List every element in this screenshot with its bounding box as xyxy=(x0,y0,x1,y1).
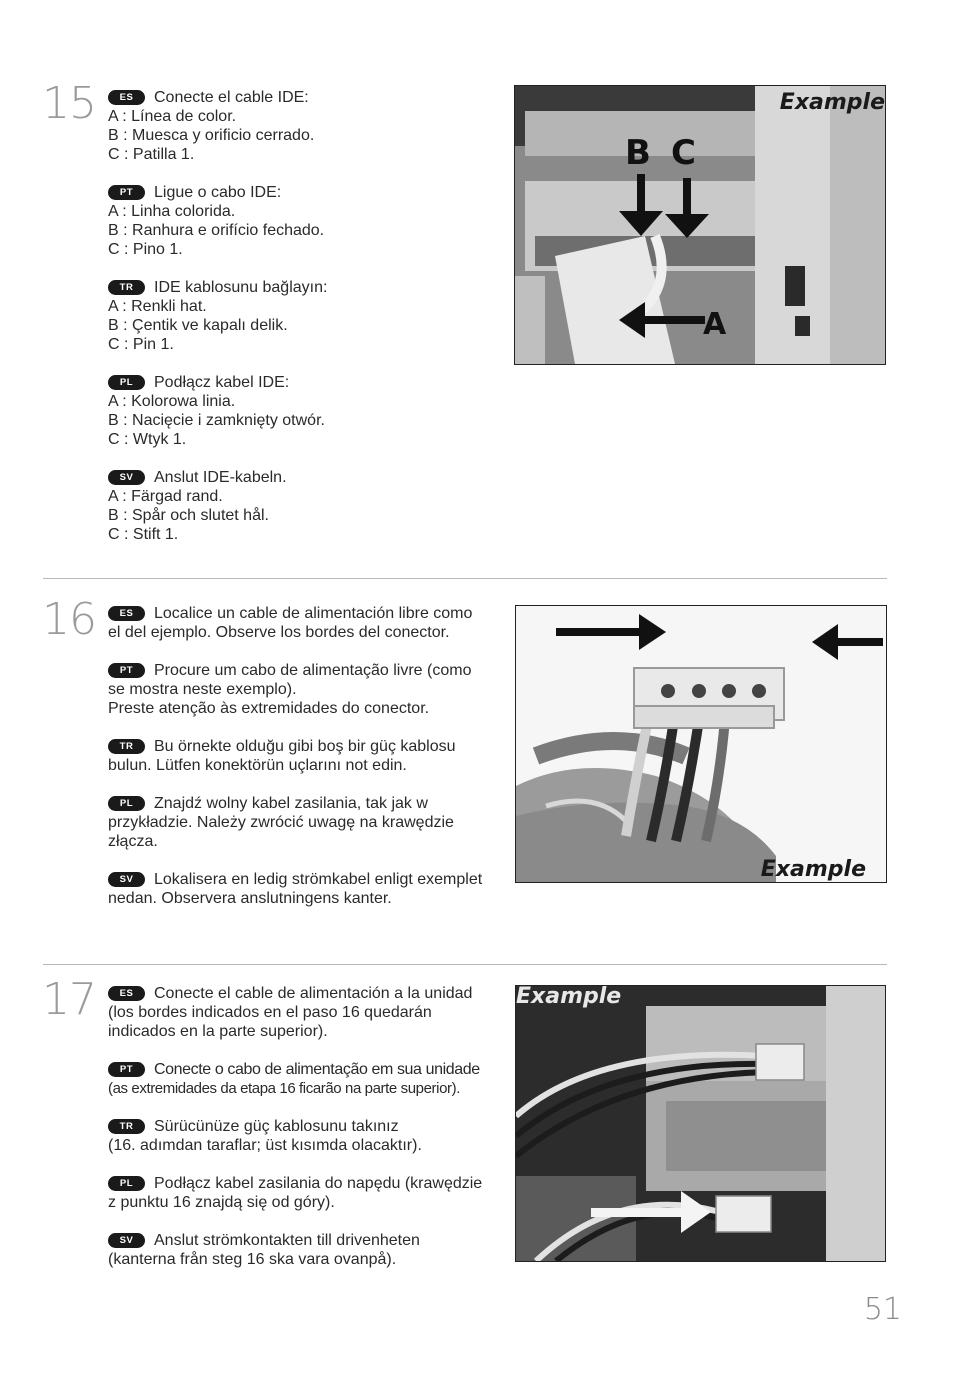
instruction-line: A : Färgad rand. xyxy=(108,488,223,505)
instruction-line: A : Linha colorida. xyxy=(108,203,236,220)
instruction-line: (los bordes indicados en el paso 16 quedarán xyxy=(108,1004,432,1021)
instruction-line: (kanterna från steg 16 ska vara ovanpå). xyxy=(108,1251,397,1268)
lang-block-pl xyxy=(108,373,498,449)
lang-block-es xyxy=(108,88,498,164)
lang-badge-es: ES xyxy=(108,986,145,1001)
lang-badge-sv: SV xyxy=(108,1233,145,1248)
lang-block-tr xyxy=(108,1117,498,1155)
lang-badge-sv: SV xyxy=(108,872,145,887)
section-divider xyxy=(43,964,887,965)
step-number: 16 xyxy=(42,594,96,645)
instruction-line: se mostra neste exemplo). xyxy=(108,681,297,698)
instruction-line: Podłącz kabel zasilania do napędu (krawędzie xyxy=(154,1175,483,1192)
instruction-line: Anslut strömkontakten till drivenheten xyxy=(154,1232,420,1249)
drive-power-photo xyxy=(515,985,886,1262)
instruction-line: Conecte el cable de alimentación a la unidad xyxy=(154,985,473,1002)
step-16-instructions xyxy=(108,604,498,927)
page-number: 51 xyxy=(863,1292,902,1327)
lang-badge-pt: PT xyxy=(108,1062,145,1077)
ide-cable-illustration xyxy=(515,86,885,364)
lang-badge-es: ES xyxy=(108,606,145,621)
drive-power-illustration xyxy=(516,986,885,1261)
step-number: 15 xyxy=(42,78,96,129)
power-connector-illustration xyxy=(516,606,886,882)
lang-block-es xyxy=(108,604,498,642)
ide-cable-photo xyxy=(514,85,886,365)
instruction-line: Bu örnekte olduğu gibi boş bir güç kablosu xyxy=(154,738,456,755)
lang-badge-pt: PT xyxy=(108,663,145,678)
lang-block-pt xyxy=(108,1060,498,1098)
instruction-line: C : Pino 1. xyxy=(108,241,183,258)
lang-block-pl xyxy=(108,1174,498,1212)
lang-block-tr xyxy=(108,278,498,354)
instruction-line: C : Patilla 1. xyxy=(108,146,195,163)
instruction-line: Preste atenção às extremidades do conector. xyxy=(108,700,430,717)
instruction-line: Podłącz kabel IDE: xyxy=(154,374,290,391)
instruction-line: el del ejemplo. Observe los bordes del conector. xyxy=(108,624,450,641)
label-a: A xyxy=(703,307,727,342)
lang-badge-pl: PL xyxy=(108,796,145,811)
label-c: C xyxy=(671,133,696,173)
lang-badge-tr: TR xyxy=(108,739,145,754)
label-b: B xyxy=(625,133,651,173)
instruction-line: B : Spår och slutet hål. xyxy=(108,507,269,524)
lang-badge-sv: SV xyxy=(108,470,145,485)
instruction-line: Localice un cable de alimentación libre como xyxy=(154,605,473,622)
instruction-line: Lokalisera en ledig strömkabel enligt exemplet xyxy=(154,871,483,888)
instruction-line: Sürücünüze güç kablosunu takınız xyxy=(154,1118,399,1135)
instruction-line: A : Línea de color. xyxy=(108,108,237,125)
instruction-line: Procure um cabo de alimentação livre (como xyxy=(154,662,472,679)
example-label: Example xyxy=(779,90,885,115)
instruction-line: B : Nacięcie i zamknięty otwór. xyxy=(108,412,325,429)
instruction-line: indicados en la parte superior). xyxy=(108,1023,328,1040)
lang-block-tr xyxy=(108,737,498,775)
lang-badge-es: ES xyxy=(108,90,145,105)
instruction-line: B : Çentik ve kapalı delik. xyxy=(108,317,288,334)
instruction-line: C : Wtyk 1. xyxy=(108,431,187,448)
instruction-line: C : Stift 1. xyxy=(108,526,179,543)
lang-badge-pl: PL xyxy=(108,1176,145,1191)
instruction-line: złącza. xyxy=(108,833,158,850)
lang-badge-pt: PT xyxy=(108,185,145,200)
lang-badge-pl: PL xyxy=(108,375,145,390)
instruction-line: Conecte o cabo de alimentação em sua unidade xyxy=(154,1061,480,1078)
instruction-line: z punktu 16 znajdą się od góry). xyxy=(108,1194,335,1211)
step-number: 17 xyxy=(42,974,96,1025)
lang-block-es xyxy=(108,984,498,1041)
instruction-line: (as extremidades da etapa 16 ficarão na parte superior). xyxy=(108,1080,460,1097)
instruction-line: Anslut IDE-kabeln. xyxy=(154,469,287,486)
instruction-line: A : Renkli hat. xyxy=(108,298,207,315)
instruction-line: nedan. Observera anslutningens kanter. xyxy=(108,890,392,907)
lang-block-sv xyxy=(108,1231,498,1269)
power-connector-photo xyxy=(515,605,887,883)
instruction-line: przykładzie. Należy zwrócić uwagę na krawędzie xyxy=(108,814,454,831)
step-15-instructions xyxy=(108,88,498,563)
lang-block-pt xyxy=(108,661,498,718)
instruction-line: Znajdź wolny kabel zasilania, tak jak w xyxy=(154,795,428,812)
instruction-line: Conecte el cable IDE: xyxy=(154,89,309,106)
example-label: Example xyxy=(516,985,622,1009)
lang-block-pt xyxy=(108,183,498,259)
instruction-line: A : Kolorowa linia. xyxy=(108,393,236,410)
lang-badge-tr: TR xyxy=(108,1119,145,1134)
lang-block-sv xyxy=(108,870,498,908)
instruction-line: C : Pin 1. xyxy=(108,336,174,353)
instruction-line: B : Ranhura e orifício fechado. xyxy=(108,222,325,239)
instruction-line: Ligue o cabo IDE: xyxy=(154,184,282,201)
step-17-instructions xyxy=(108,984,498,1288)
instruction-line: B : Muesca y orificio cerrado. xyxy=(108,127,315,144)
example-label: Example xyxy=(760,857,866,882)
section-divider xyxy=(43,578,887,579)
instruction-line: (16. adımdan taraflar; üst kısımda olacaktır). xyxy=(108,1137,422,1154)
instruction-line: bulun. Lütfen konektörün uçlarını not edin. xyxy=(108,757,407,774)
lang-badge-tr: TR xyxy=(108,280,145,295)
instruction-line: IDE kablosunu bağlayın: xyxy=(154,279,328,296)
lang-block-sv xyxy=(108,468,498,544)
lang-block-pl xyxy=(108,794,498,851)
